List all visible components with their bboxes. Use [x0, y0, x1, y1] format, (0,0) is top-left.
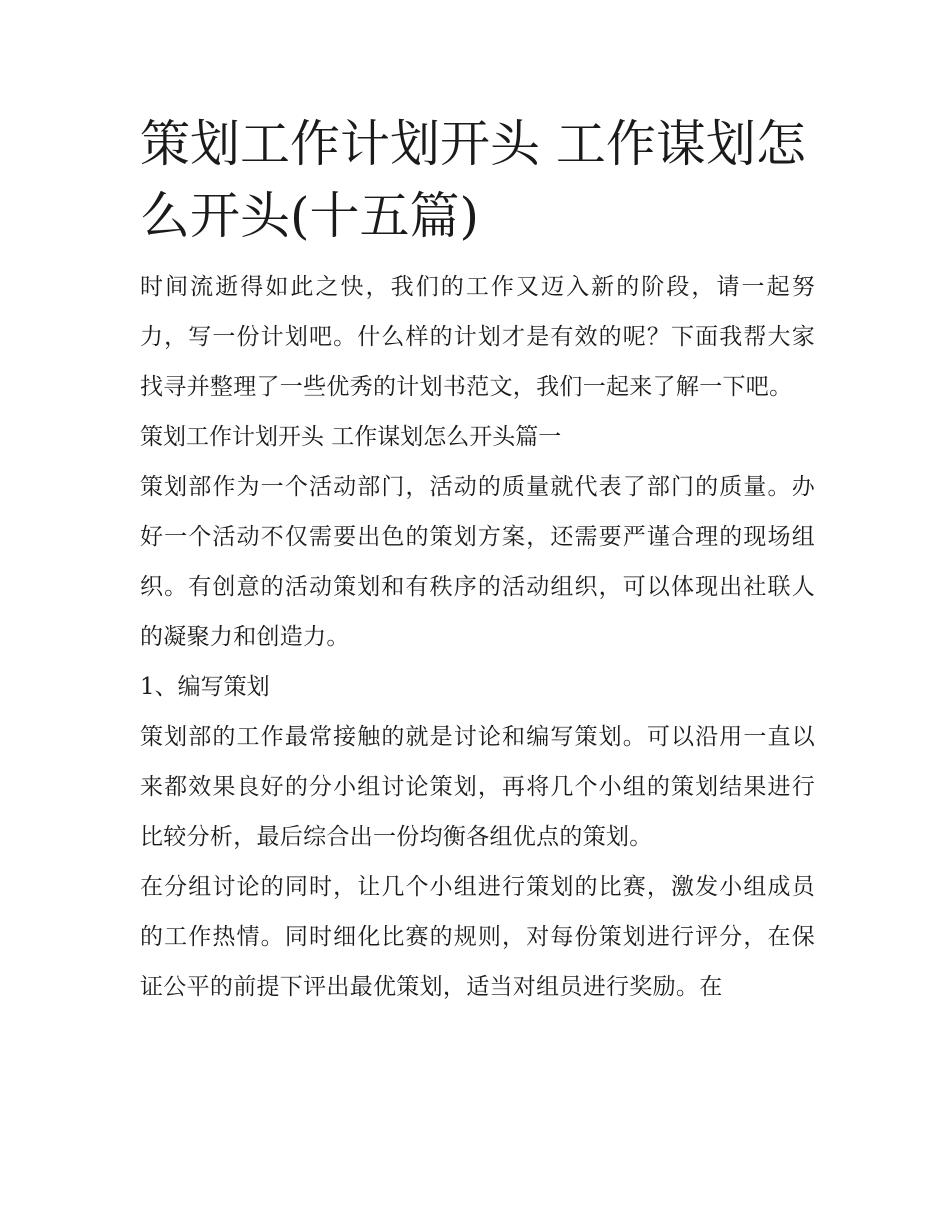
document-title: 策划工作计划开头 工作谋划怎么开头(十五篇): [140, 115, 806, 245]
item-1-paragraph-2: 在分组讨论的同时，让几个小组进行策划的比赛，激发小组成员的工作热情。同时细化比赛的规则，对每份策划进行评分，在保证公平的前提下评出最优策划，适当对组员进行奖励。在: [140, 874, 815, 1000]
section-heading: 策划工作计划开头 工作谋划怎么开头篇一: [140, 424, 562, 450]
item-1-paragraph-1: 策划部的工作最常接触的就是讨论和编写策划。可以沿用一直以来都效果良好的分小组讨论策划，再将几个小组的策划结果进行比较分析，最后综合出一份均衡各组优点的策划。: [140, 724, 815, 850]
section-paragraph-1: 策划部作为一个活动部门，活动的质量就代表了部门的质量。办好一个活动不仅需要出色的策划方案，还需要严谨合理的现场组织。有创意的活动策划和有秩序的活动组织，可以体现出社联人的凝聚力和创造力。: [140, 474, 815, 650]
item-1-heading: 1、编写策划: [140, 674, 270, 700]
intro-paragraph: 时间流逝得如此之快，我们的工作又迈入新的阶段，请一起努力，写一份计划吧。什么样的计划才是有效的呢？下面我帮大家找寻并整理了一些优秀的计划书范文，我们一起来了解一下吧。: [140, 274, 815, 400]
document-page: [140, 108, 815, 1012]
